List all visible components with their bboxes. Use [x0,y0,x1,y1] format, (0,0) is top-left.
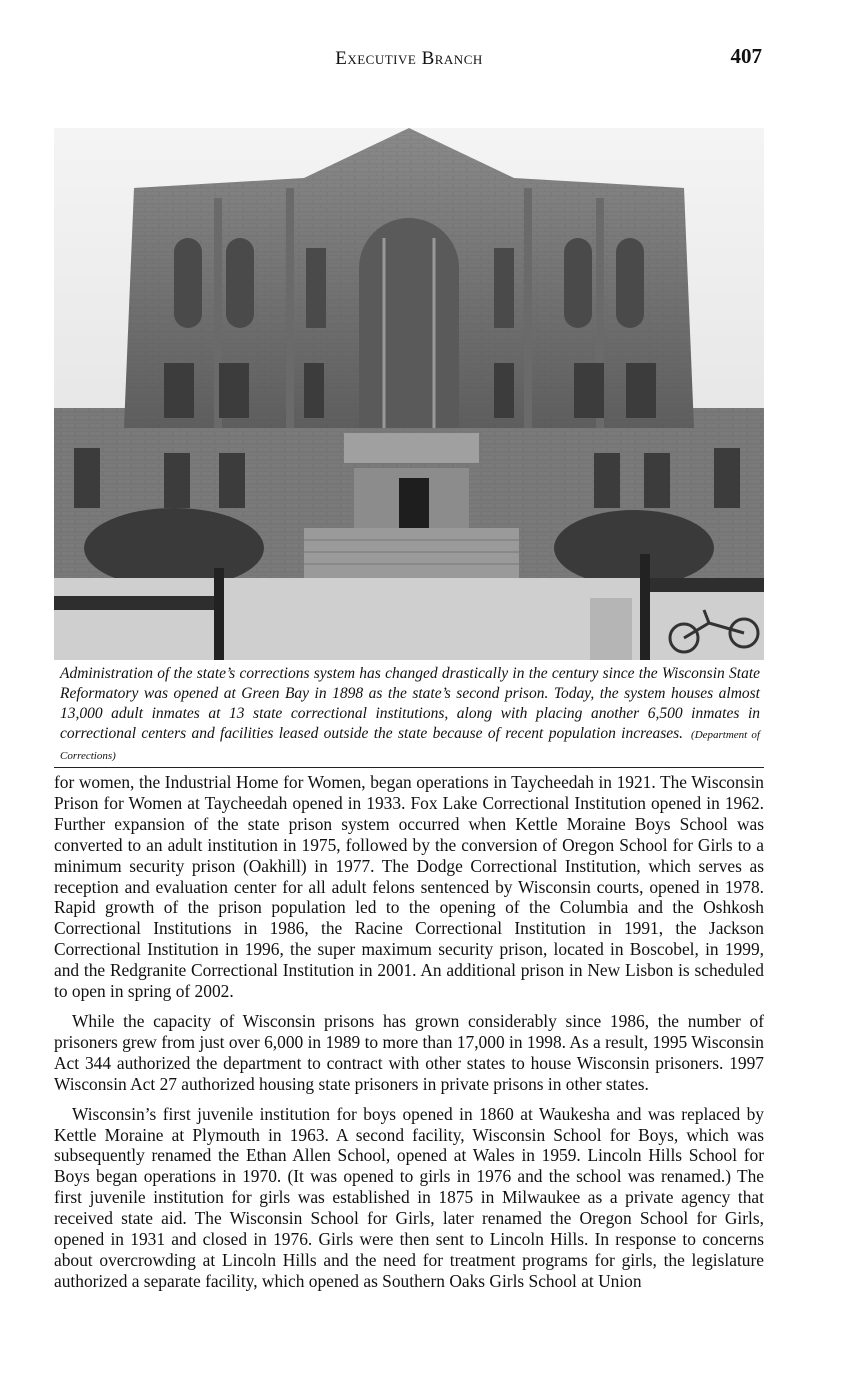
paragraph-1: for women, the Industrial Home for Women, began operations in Taycheedah in 1921. The Wisconsin Prison for Women at Taycheedah opened in 1933. Fox Lake Correctional Institution opened in 1962. Further expansion of the state prison system occurred when Kettle Moraine Boys School was converted to an adult institution in 1975, followed by the conversion of Oregon School for Girls to a minimum security prison (Oakhill) in 1977. The Dodge Correctional Institution, which serves as reception and evaluation center for all adult felons sentenced by Wisconsin courts, opened in 1978. Rapid growth of the prison population led to the opening of the Columbia and the Oshkosh Correctional Institutions in 1986, the Racine Correctional Institution in 1991, the Jackson Correctional Institution in 1996, the super maximum security prison, located in Boscobel, in 1999, and the Redgranite Correctional Institution in 2001. An additional prison in New Lisbon is scheduled to open in spring of 2002. [54,772,764,1002]
caption-text: Administration of the state’s corrections system has changed drastically in the century since the Wisconsin State Reformatory was opened at Green Bay in 1898 as the state’s second prison. Today, the system houses almost 13,000 adult inmates at 13 state correctional institutions, along with placing another 6,500 inmates in correctional centers and facilities leased outside the state because of recent population increases. [60,665,760,742]
paragraph-3: Wisconsin’s first juvenile institution for boys opened in 1860 at Waukesha and was replaced by Kettle Moraine at Plymouth in 1963. A second facility, Wisconsin School for Boys, which was subsequently renamed the Ethan Allen School, opened at Wales in 1959. Lincoln Hills School for Boys began operations in 1970. (It was opened to girls in 1976 and the school was renamed.) The first juvenile institution for girls was established in 1875 in Milwaukee as a private agency that received state aid. The Wisconsin School for Girls, later renamed the Oregon School for Girls, opened in 1931 and closed in 1976. Girls were then sent to Lincoln Hills. In response to concerns about overcrowding at Lincoln Hills and the need for treatment programs for girls, the legislature authorized a separate facility, which opened as Southern Oaks Girls School at Union [54,1103,764,1291]
body-text [54,772,764,1292]
page-number: 407 [730,44,762,68]
caption-divider [54,767,764,768]
page-header [54,44,764,74]
building-photo [54,128,764,660]
figure-caption [60,664,760,766]
caption-credit: (Department of Corrections) [60,729,760,762]
paragraph-2: While the capacity of Wisconsin prisons has grown considerably since 1986, the number of prisoners grew from just over 6,000 in 1989 to more than 17,000 in 1998. As a result, 1995 Wisconsin Act 344 authorized the department to contract with other states to house Wisconsin prisoners. 1997 Wisconsin Act 27 authorized housing state prisoners in private prisons in other states. [54,1010,764,1094]
section-title: Executive Branch [335,48,483,69]
